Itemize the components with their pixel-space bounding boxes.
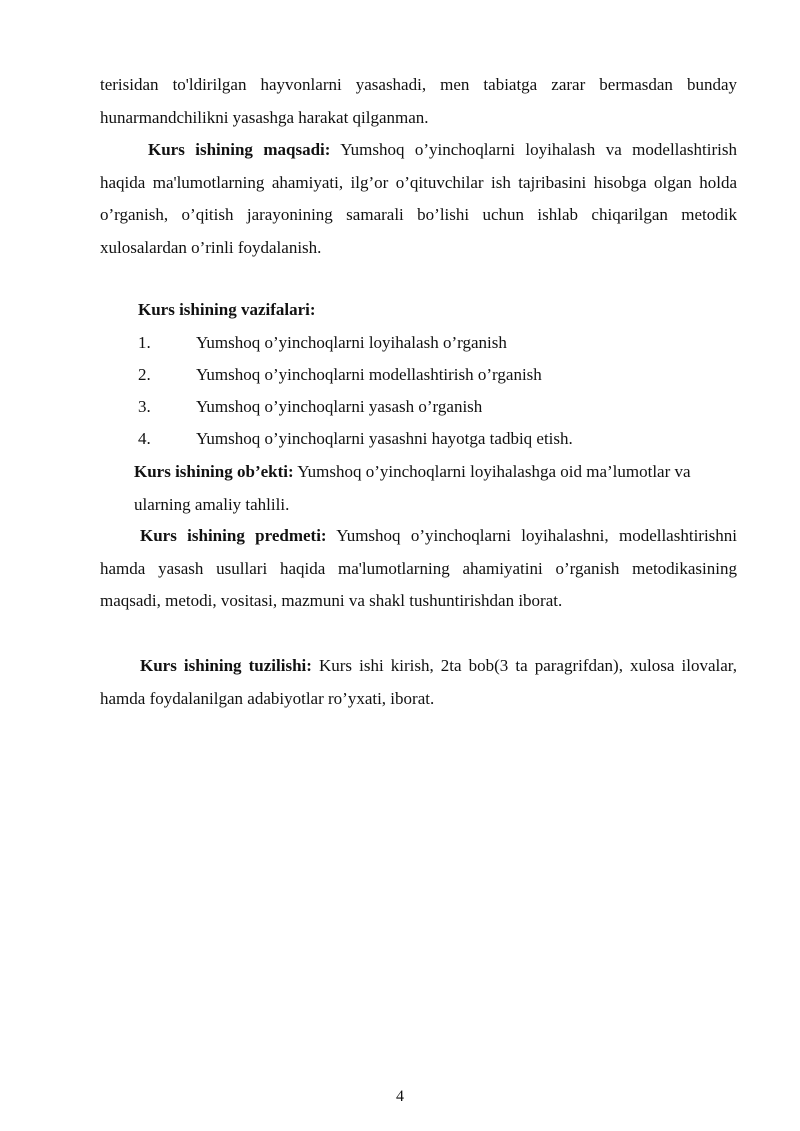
goal-text: Yumshoq o’yinchoqlarni loyihalash va modellashtirish haqida ma'lumotlarning ahamiyati, ilg’or o’qituvchilar ish tajribasini hisobga olgan holda o’rganish, o’qitish jarayonining samarali bo’lishi uchun ishlab chiqarilgan metodik xulosalardan o’rinli foydalanish.: [100, 140, 737, 257]
tasks-heading: Kurs ishining vazifalari:: [138, 300, 316, 319]
intro-paragraph: [100, 69, 737, 134]
task-text: Yumshoq o’yinchoqlarni yasashni hayotga tadbiq etish.: [196, 429, 573, 448]
task-number: 3.: [138, 397, 151, 416]
goal-label: Kurs ishining maqsadi:: [148, 140, 331, 159]
task-item-2: [138, 359, 738, 392]
task-item-1: [138, 327, 738, 360]
task-number: 1.: [138, 333, 151, 352]
object-label: Kurs ishining ob’ekti:: [134, 462, 294, 481]
subject-label: Kurs ishining predmeti:: [140, 526, 327, 545]
page-number: 4: [396, 1088, 404, 1105]
object-text: Yumshoq o’yinchoqlarni loyihalashga oid ma’lumotlar va ularning amaliy tahlili.: [134, 462, 691, 514]
structure-label: Kurs ishining tuzilishi:: [140, 656, 312, 675]
structure-text: Kurs ishi kirish, 2ta bob(3 ta paragrifdan), xulosa ilovalar, hamda foydalanilgan adabiyotlar ro’yxati, iborat.: [100, 656, 737, 708]
task-text: Yumshoq o’yinchoqlarni modellashtirish o’rganish: [196, 365, 542, 384]
task-text: Yumshoq o’yinchoqlarni loyihalash o’rganish: [196, 333, 507, 352]
goal-paragraph: [100, 134, 737, 264]
task-number: 4.: [138, 429, 151, 448]
task-text: Yumshoq o’yinchoqlarni yasash o’rganish: [196, 397, 483, 416]
task-number: 2.: [138, 365, 151, 384]
subject-paragraph: [100, 520, 737, 618]
object-paragraph: [134, 456, 737, 521]
subject-text: Yumshoq o’yinchoqlarni loyihalashni, modellashtirishni hamda yasash usullari haqida ma'lumotlarning ahamiyatini o’rganish metodikasining maqsadi, metodi, vositasi, mazmuni va shakl tushuntirishdan iborat.: [100, 526, 738, 611]
structure-paragraph: [100, 650, 737, 715]
intro-text: terisidan to'ldirilgan hayvonlarni yasashadi, men tabiatga zarar bermasdan bunday hunarmandchilikni yasashga harakat qilganman.: [100, 75, 737, 127]
task-item-3: [138, 391, 738, 424]
task-item-4: [138, 423, 738, 456]
